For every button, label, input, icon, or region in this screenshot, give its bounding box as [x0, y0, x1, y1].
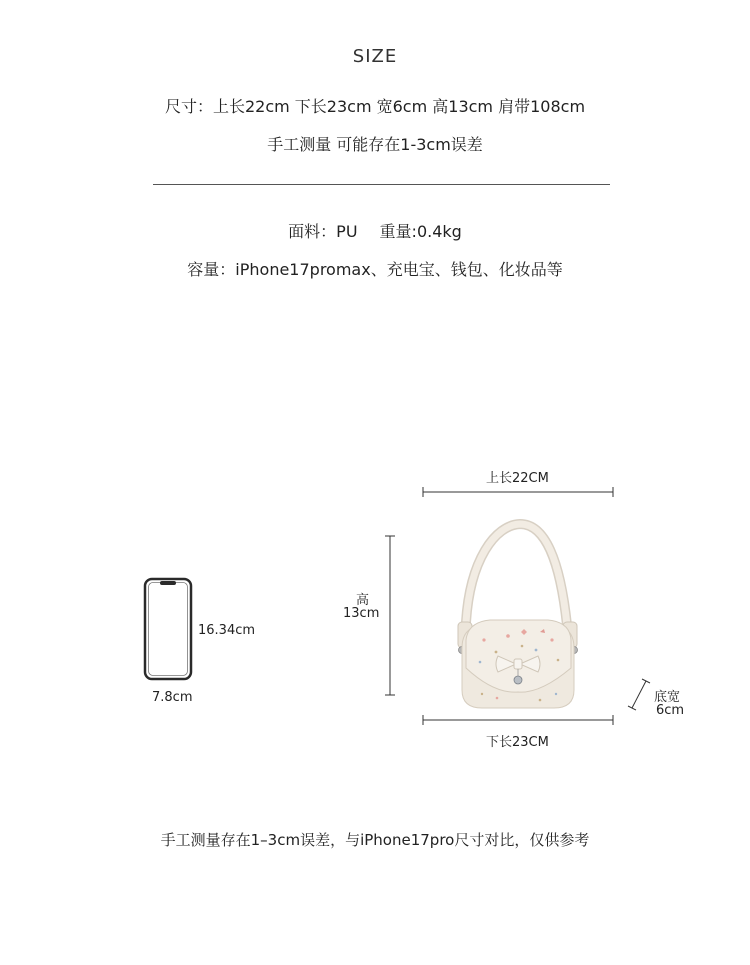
page-title: SIZE: [352, 46, 398, 67]
depth-value: 6cm: [656, 703, 685, 718]
phone-height-label: 16.34cm: [198, 623, 256, 638]
top-length-label: 上长22CM: [486, 471, 549, 486]
bottom-length-line: [423, 715, 613, 725]
depth-label: 底宽: [654, 690, 681, 705]
capacity-text: 容量：iPhone17promax、充电宝、钱包、化妆品等: [187, 260, 563, 279]
tolerance-text: 手工测量 可能存在1-3cm误差: [267, 135, 483, 154]
height-line: [385, 536, 395, 695]
weight-text: 重量:0.4kg: [379, 222, 462, 241]
phone-width-label: 7.8cm: [152, 690, 193, 705]
depth-line: [628, 679, 650, 710]
bottom-length-label: 下长23CM: [486, 735, 549, 750]
material-text: 面料：PU: [288, 222, 358, 241]
bag-image: [458, 524, 578, 708]
height-value: 13cm: [343, 606, 380, 621]
phone-icon: [145, 579, 191, 679]
dimensions-text: 尺寸：上长22cm 下长23cm 宽6cm 高13cm 肩带108cm: [164, 97, 586, 116]
footer-note: 手工测量存在1–3cm误差，与iPhone17pro尺寸对比，仅供参考: [160, 831, 590, 849]
top-length-line: [423, 487, 613, 497]
height-label: 高: [356, 593, 370, 608]
